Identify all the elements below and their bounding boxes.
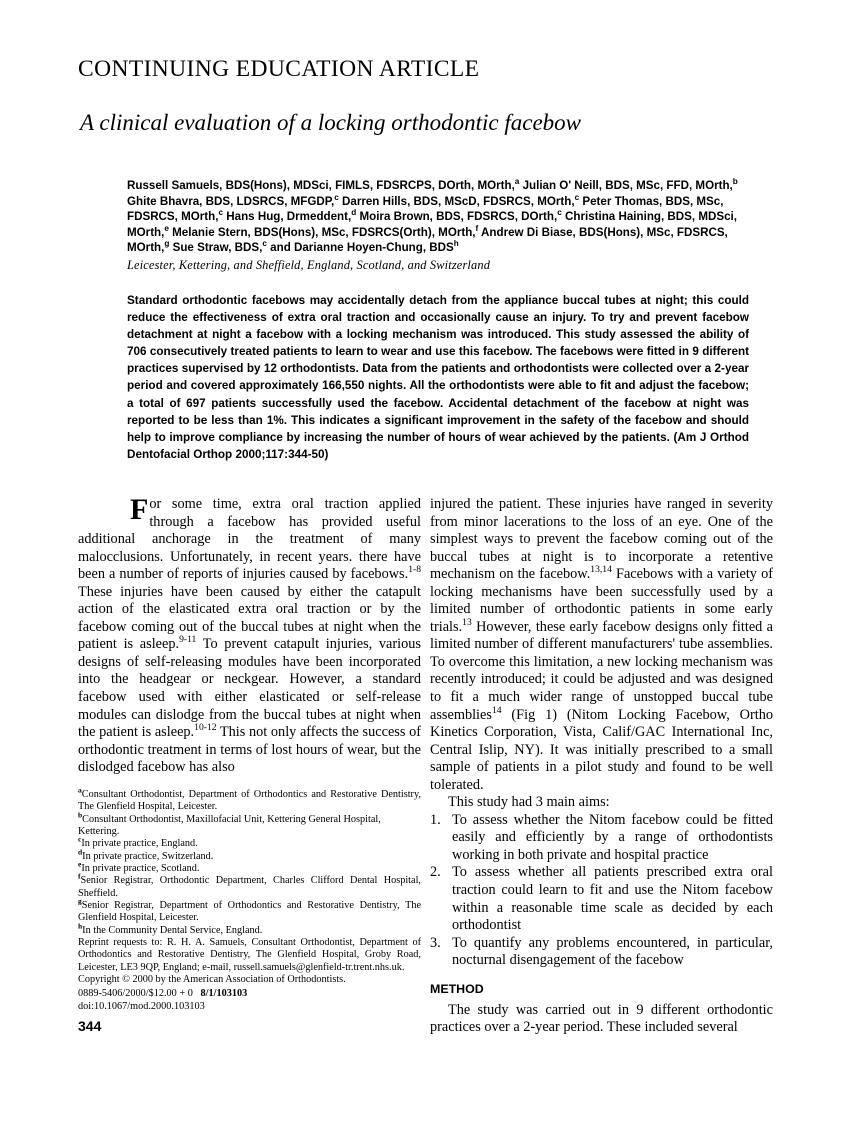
body-paragraph <box>78 493 421 777</box>
list-item <box>430 812 773 865</box>
list-item-label: To assess whether the Nitom facebow could be fitted easily and efficiently by a range of orthodontists working in both private and hospital practice <box>452 811 773 863</box>
footnote-item: $^e$In private practice, Scotland. <box>78 859 200 875</box>
drop-cap: F <box>130 493 149 526</box>
author-list: Russell Samuels, BDS(Hons), MDSci, FIMLS, FDSRCPS, DOrth, MOrth,$^a$ Julian O' Neill, BDS, MSc, FFD, MOrth,$^b$ Ghite Bhavra, BDS, LDSRCS, MFGDP,$^c$ Darren Hills, BDS, MScD, FDSRCS, MOrth,$^c$ Peter Thomas, BDS, MSc, FDSRCS, MOrth,$^c$ Hans Hug, Drmeddent,$^d$ Moira Brown, BDS, FDSRCS, DOrth,$^c$ Christina Haining, BDS, MDSci, MOrth,$^e$ Melanie Stern, BDS(Hons), MSc, FDSRCS(Orth), MOrth,$^f$ Andrew Di Biase, BDS(Hons), MSc, FDSRCS, MOrth,$^g$ Sue Straw, BDS,$^c$ and Darianne Hoyen-Chung, BDS$^h$ <box>127 177 738 255</box>
footnote-item: $^d$In private practice, Switzerland. <box>78 847 214 862</box>
body-column-right <box>430 496 773 1037</box>
section-label: CONTINUING EDUCATION ARTICLE <box>78 56 480 82</box>
list-item <box>430 935 773 970</box>
list-item-label: To quantify any problems encountered, in particular, nocturnal disengagement of the facebow <box>452 934 773 969</box>
body-paragraph: injured the patient. These injuries have ranged in severity from minor lacerations to the loss of an eye. One of the simplest ways to prevent the facebow coming out of the buccal tubes at night is to incorporate a retentive mechanism on the facebow.$^{13,14}$ Facebows with a variety of locking mechanisms have been successfully used by a limited number of orthodontic patients in some early trials.$^{13}$ However, these early facebow designs only fitted a limited number of different manufacturers' tube assemblies. To overcome this limitation, a new locking mechanism was recently introduced; it could be adjusted and was designed to fit a much wider range of unstopped buccal tube assemblies$^{14}$ (Fig 1) (Nitom Locking Facebow, Ortho Kinetics Corporation, Vista, Calif/GAC International Inc, Central Islip, NY). It was initially prescribed to a small sample of patients in a pilot study and found to be well tolerated. <box>430 496 773 793</box>
page-number: 344 <box>78 1018 102 1034</box>
body-paragraph-method: The study was carried out in 9 different orthodontic practices over a 2-year period. These included several <box>430 1001 773 1036</box>
footnotes-block <box>78 785 421 1013</box>
footnote-item: $^c$In private practice, England. <box>78 834 198 850</box>
study-aims-list <box>430 812 773 970</box>
footnote-item: $^f$Senior Registrar, Orthodontic Department, Charles Clifford Dental Hospital, Sheffield. <box>78 872 421 899</box>
body-paragraph-aims-intro: This study had 3 main aims: <box>448 794 610 811</box>
list-item <box>430 864 773 934</box>
reprint-request: Reprint requests to: R. H. A. Samuels, Consultant Orthodontist, Department of Orthodontics and Restorative Dentistry, The Glenfield Hospital, Groby Road, Leicester, LE3 9QP, England; e-mail, russell.samuels@glenfield-tr.trent.nhs.uk. <box>78 937 421 973</box>
affiliation-cities: Leicester, Kettering, and Sheffield, England, Scotland, and Switzerland <box>127 258 491 272</box>
copyright-notice: Copyright © 2000 by the American Association of Orthodontists. <box>78 974 346 986</box>
list-item-number: 1. <box>430 811 441 828</box>
doi-line: doi:10.1067/mod.2000.103103 <box>78 1000 205 1012</box>
page-title: A clinical evaluation of a locking orthodontic facebow <box>80 110 582 135</box>
body-column-left <box>78 493 421 777</box>
issn-code: 0889-5406/2000/$12.00 + 0 <box>78 987 193 999</box>
issn-line <box>78 988 421 1000</box>
body-paragraph-text: or some time, extra oral traction applied through a facebow has provided useful additional anchorage in the treatment of many malocclusions. Unfortunately, in recent years. there have been a number of reports of injuries caused by facebows.$^{1-8}$ These injuries have been caused by either the catapult action of the elasticated extra oral traction or by the facebow coming out of the buccal tubes at night when the patient is asleep.$^{9-11}$ To prevent catapult injuries, various designs of self-releasing modules have been incorporated into the headgear or neckgear. However, a standard facebow used with either elasticated or self-release modules can dislodge from the buccal tubes at night when the patient is asleep.$^{10-12}$ This not only affects the success of orthodontic treatment in terms of lost hours of wear, but the dislodged facebow has also <box>78 496 421 776</box>
footnote-item: $^a$Consultant Orthodontist, Department of Orthodontics and Restorative Dentistry, The Glenfield Hospital, Leicester. <box>78 785 421 813</box>
list-item-label: To assess whether all patients prescribed extra oral traction could learn to fit and use the Nitom facebow within a reasonable time scale as decided by each orthodontist <box>452 864 773 934</box>
article-id: 8/1/103103 <box>200 987 248 999</box>
footnote-item: $^g$Senior Registrar, Department of Orthodontics and Restorative Dentistry, The Glenfield Hospital, Leicester. <box>78 896 421 924</box>
section-heading-method: METHOD <box>430 981 484 996</box>
list-item-number: 2. <box>430 864 441 881</box>
list-item-number: 3. <box>430 934 441 951</box>
abstract: Standard orthodontic facebows may accidentally detach from the appliance buccal tubes at night; this could reduce the effectiveness of extra oral traction and occasionally cause an injury. To try and prevent facebow detachment at night a facebow with a locking mechanism was introduced. This study assessed the ability of 706 consecutively treated patients to learn to wear and use this facebow. The facebows were fitted in 9 different practices supervised by 12 orthodontists. Data from the patients and orthodontists were collected over a 2-year period and covered approximately 166,550 nights. All the orthodontists were able to fit and adjust the facebow; a total of 697 patients successfully used the facebow. Accidental detachment of the facebow at night was reported to be less than 1%. This indicates a significant improvement in the safety of the facebow and should help to improve compliance by increasing the number of hours of wear achieved by the patients. (Am J Orthod Dentofacial Orthop 2000;117:344-50) <box>127 294 749 461</box>
footnote-item: $^b$Consultant Orthodontist, Maxillofacial Unit, Kettering General Hospital, Kettering. <box>78 810 381 838</box>
footnote-item: $^h$In the Community Dental Service, England. <box>78 921 263 936</box>
